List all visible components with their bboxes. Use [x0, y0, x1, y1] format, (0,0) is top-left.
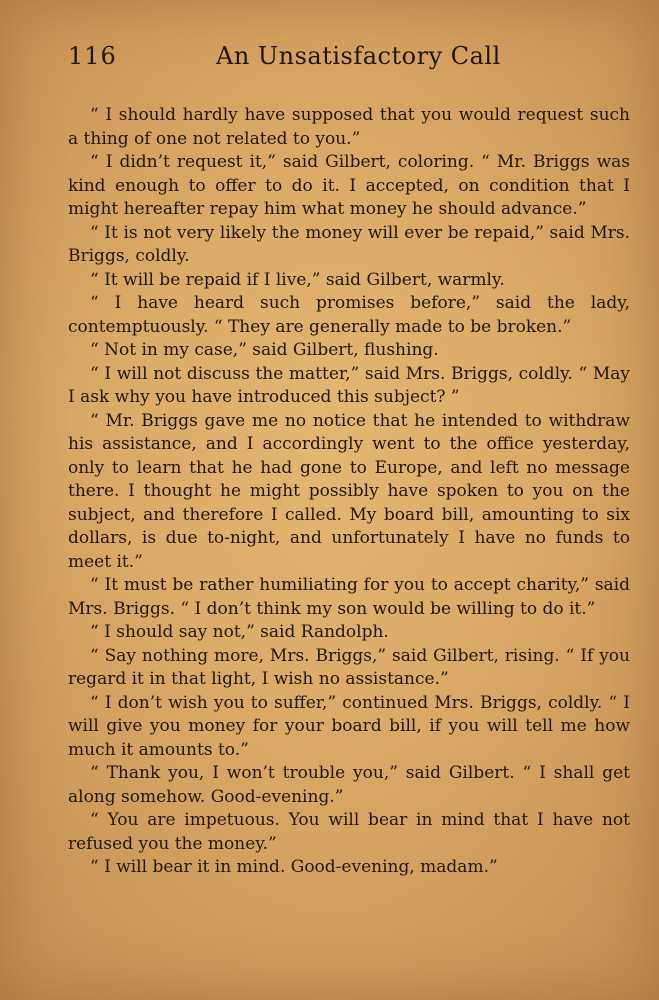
paragraph: “ Thank you, I won’t trouble you,” said Gilbert. “ I shall get along somehow. Good-evening.”: [68, 763, 630, 807]
paragraph: “ I will not discuss the matter,” said Mrs. Briggs, coldly. “ May I ask why you have introduced this subject? ”: [68, 363, 630, 407]
paragraph: “ Mr. Briggs gave me no notice that he intended to withdraw his assistance, and I accordingly went to the office yesterday, only to learn that he had gone to Europe, and left no message there. I thought he might possibly have spoken to you on the subject, and therefore I called. My board bill, amounting to six dollars, is due to-night, and unfortunately I have no funds to meet it.”: [68, 410, 630, 572]
page-header: [68, 40, 630, 80]
running-title: An Unsatisfactory Call: [216, 42, 501, 70]
paragraph: “ It is not very likely the money will ever be repaid,” said Mrs. Briggs, coldly.: [68, 222, 630, 266]
body-text: [68, 104, 630, 880]
paragraph: “ Not in my case,” said Gilbert, flushing.: [90, 340, 439, 360]
paragraph: “ I didn’t request it,” said Gilbert, coloring. “ Mr. Briggs was kind enough to offer to do it. I accepted, on condition that I might hereafter repay him what money he should advance.”: [68, 152, 630, 219]
paragraph: “ I should say not,” said Randolph.: [90, 622, 389, 642]
paragraph: “ It must be rather humiliating for you to accept charity,” said Mrs. Briggs. “ I don’t think my son would be willing to do it.”: [68, 575, 630, 619]
paragraph: “ I should hardly have supposed that you would request such a thing of one not related to you.”: [68, 105, 630, 149]
paragraph: “ It will be repaid if I live,” said Gilbert, warmly.: [90, 269, 505, 290]
paragraph: “ Say nothing more, Mrs. Briggs,” said Gilbert, rising. “ If you regard it in that light, I wish no assistance.”: [68, 645, 630, 689]
paragraph: “ I don’t wish you to suffer,” continued Mrs. Briggs, coldly. “ I will give you money for your board bill, if you will tell me how much it amounts to.”: [68, 692, 630, 760]
paragraph: “ I have heard such promises before,” said the lady, contemptuously. “ They are generally made to be broken.”: [68, 293, 630, 337]
paragraph: “ You are impetuous. You will bear in mind that I have not refused you the money.”: [68, 810, 630, 854]
page-number: 116: [68, 42, 117, 70]
paragraph: “ I will bear it in mind. Good-evening, madam.”: [90, 857, 498, 877]
